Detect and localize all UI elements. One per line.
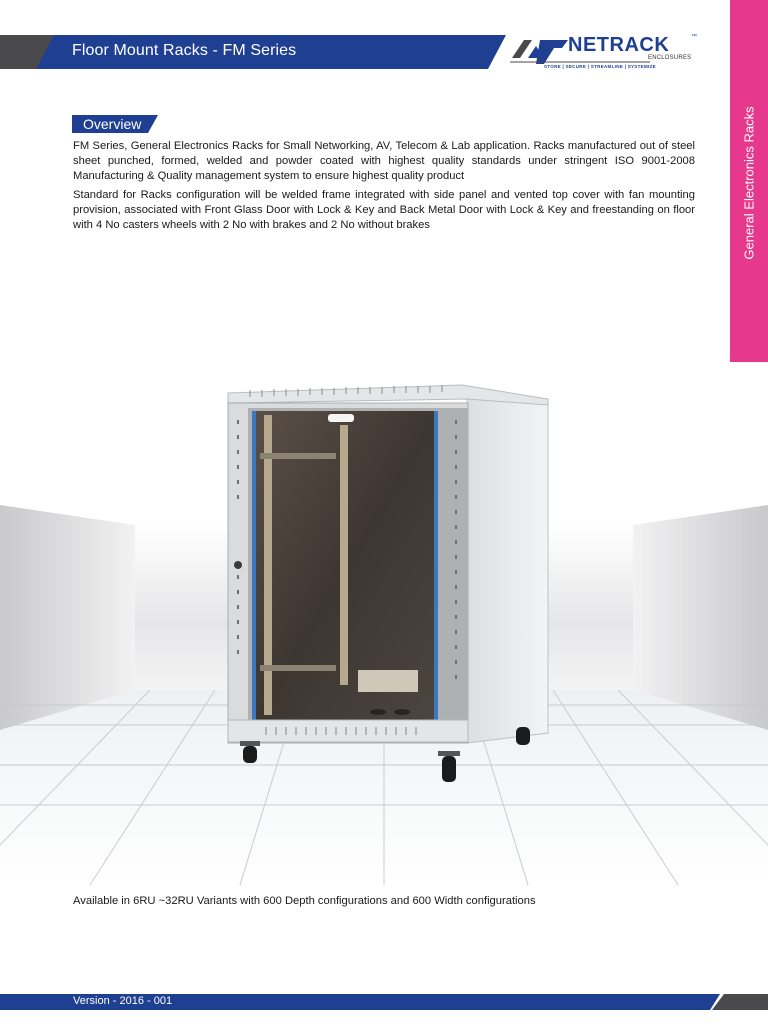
overview-heading: Overview [83, 116, 142, 132]
overview-paragraph-2: Standard for Racks configuration will be welded frame integrated with side panel and vented top cover with fan mounting provision, associated with Front Glass Door with Lock & Key and Back Metal Door with Lock & Key and freestanding on floor with 4 No casters wheels with 2 No with brakes and 2 No without brakes [73, 189, 695, 231]
logo-tagline: STORE | SECURE | STREAMLINE | SYSTEMIZE [544, 64, 656, 69]
logo-wordmark: NETRACK [568, 34, 670, 56]
availability-text: Available in 6RU ~32RU Variants with 600 Depth configurations and 600 Width configurations [73, 895, 536, 907]
rack-product-image [0, 375, 768, 885]
side-category-text: General Electronics Racks [741, 106, 757, 260]
version-label: Version - 2016 - 001 [73, 995, 173, 1007]
overview-paragraph-1: FM Series, General Electronics Racks for Small Networking, AV, Telecom & Lab application. Racks manufactured out of steel sheet punched, formed, welded and powder coated with highest quality standards under stringent ISO 9001-2008 Manufacturing & Quality management system to ensure highest quality product [73, 140, 695, 182]
side-category-label [730, 108, 768, 258]
page-title: Floor Mount Racks - FM Series [72, 42, 297, 59]
logo-trademark: ™ [691, 34, 697, 40]
logo-subtitle: ENCLOSURES [648, 55, 692, 61]
footer-grey-stripe [712, 994, 768, 1010]
